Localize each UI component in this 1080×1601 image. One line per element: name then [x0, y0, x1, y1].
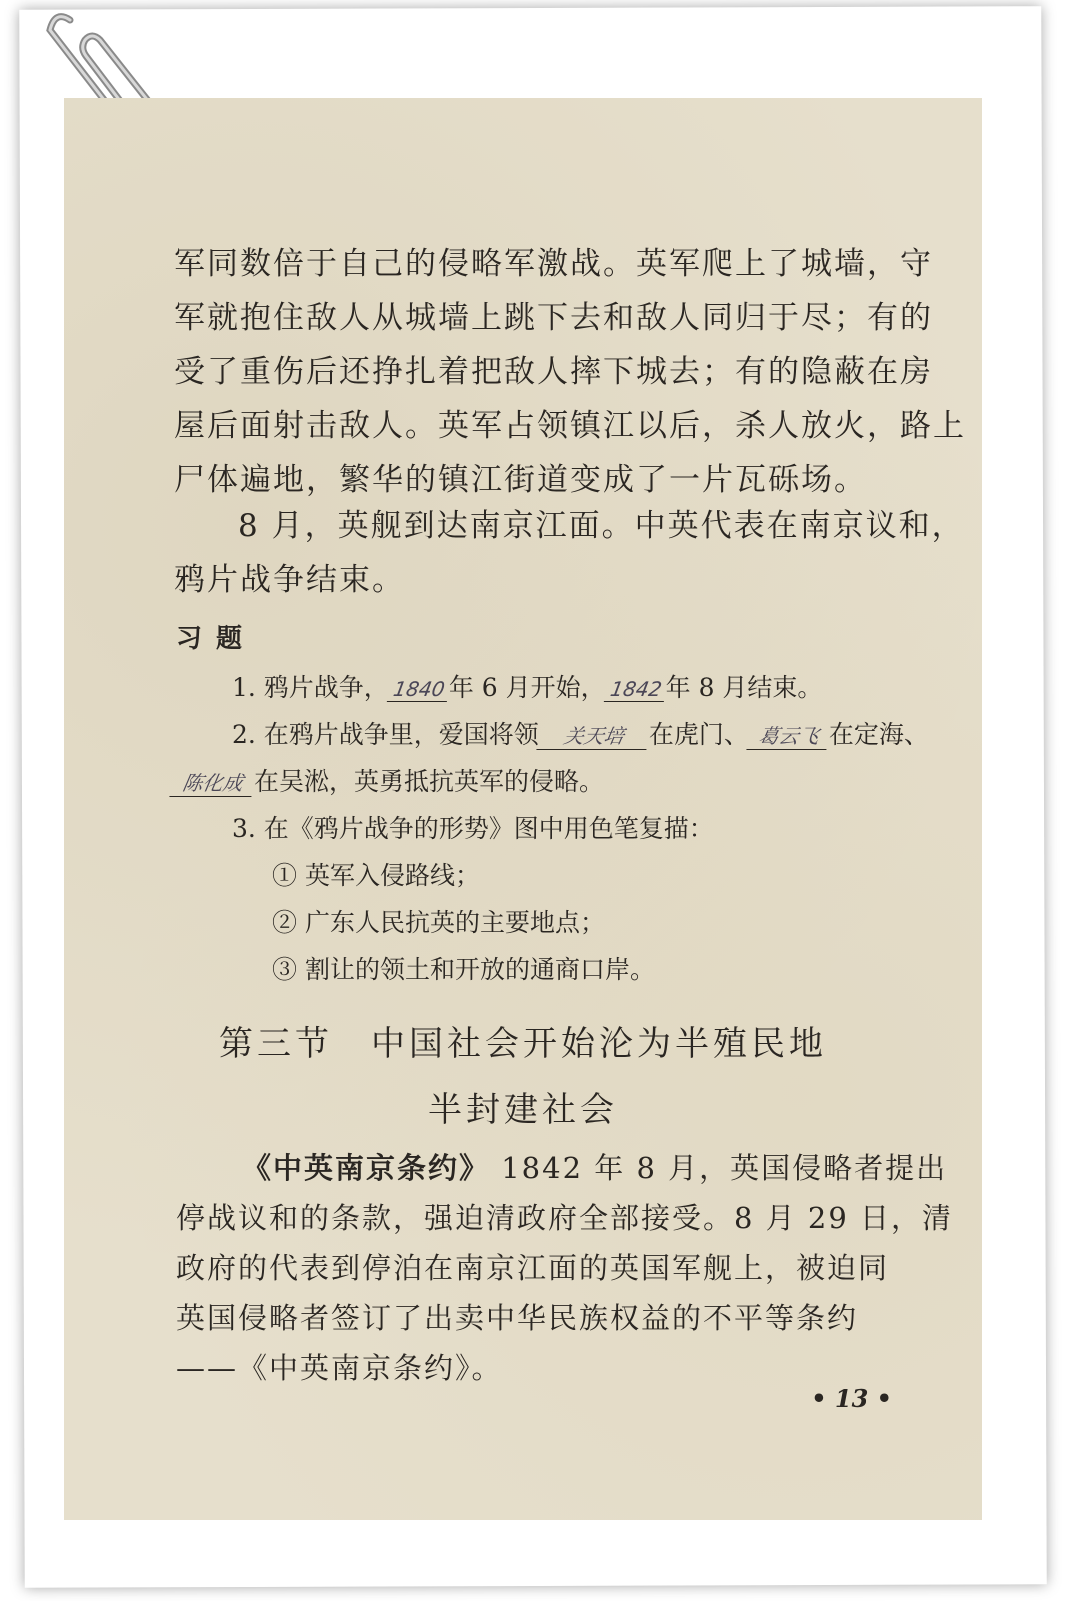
page-number: • 13 •: [811, 1384, 892, 1413]
book-page: [64, 98, 982, 1520]
exercise-item: ③ 割让的领土和开放的通商口岸。: [272, 955, 655, 984]
exercise-q2: 2. 在鸦片战争里，爱国将领 关天培 在虎门、 葛云飞 在定海、: [232, 720, 929, 749]
exercise-item: ② 广东人民抗英的主要地点；: [272, 908, 605, 937]
treaty-line-1: 《中英南京条约》 1842 年 8 月，英国侵略者提出: [242, 1151, 948, 1185]
exercise-item: ① 英军入侵路线；: [272, 861, 480, 890]
body-line: 军就抱住敌人从城墙上跳下去和敌人同归于尽；有的: [174, 300, 933, 336]
section-heading: 第三节 中国社会开始沦为半殖民地: [219, 1024, 827, 1064]
answer-blank[interactable]: 关天培: [536, 720, 651, 750]
exercises-title: 习题: [176, 624, 257, 654]
answer-blank[interactable]: 1840: [387, 677, 451, 702]
body-line: 英国侵略者签订了出卖中华民族权益的不平等条约: [176, 1301, 859, 1335]
body-line: 受了重伤后还挣扎着把敌人摔下城去；有的隐蔽在房: [174, 354, 933, 390]
treaty-lead: 《中英南京条约》: [242, 1151, 491, 1185]
answer-blank[interactable]: 陈化成: [169, 767, 256, 797]
body-line: 屋后面射击敌人。英军占领镇江以后，杀人放火，路上: [174, 408, 966, 444]
answer-blank[interactable]: 1842: [603, 677, 667, 702]
exercise-q2-cont: 陈化成 在吴淞，英勇抵抗英军的侵略。: [172, 762, 604, 798]
section-heading: 半封建社会: [428, 1090, 618, 1130]
body-line: ——《中英南京条约》。: [176, 1351, 503, 1385]
body-line: 8 月，英舰到达南京江面。中英代表在南京议和，: [238, 508, 965, 544]
answer-blank[interactable]: 葛云飞: [746, 720, 831, 750]
exercise-q3: 3. 在《鸦片战争的形势》图中用色笔复描：: [232, 814, 714, 843]
body-line: 鸦片战争结束。: [174, 562, 405, 598]
body-line: 停战议和的条款，强迫清政府全部接受。8 月 29 日，清: [176, 1201, 954, 1235]
body-line: 政府的代表到停泊在南京江面的英国军舰上，被迫同: [176, 1251, 890, 1285]
body-line: 尸体遍地，繁华的镇江街道变成了一片瓦砾场。: [174, 462, 867, 498]
exercise-q1: 1. 鸦片战争， 1840年 6 月开始， 1842年 8 月结束。: [232, 673, 823, 702]
body-line: 军同数倍于自己的侵略军激战。英军爬上了城墙，守: [174, 246, 933, 282]
